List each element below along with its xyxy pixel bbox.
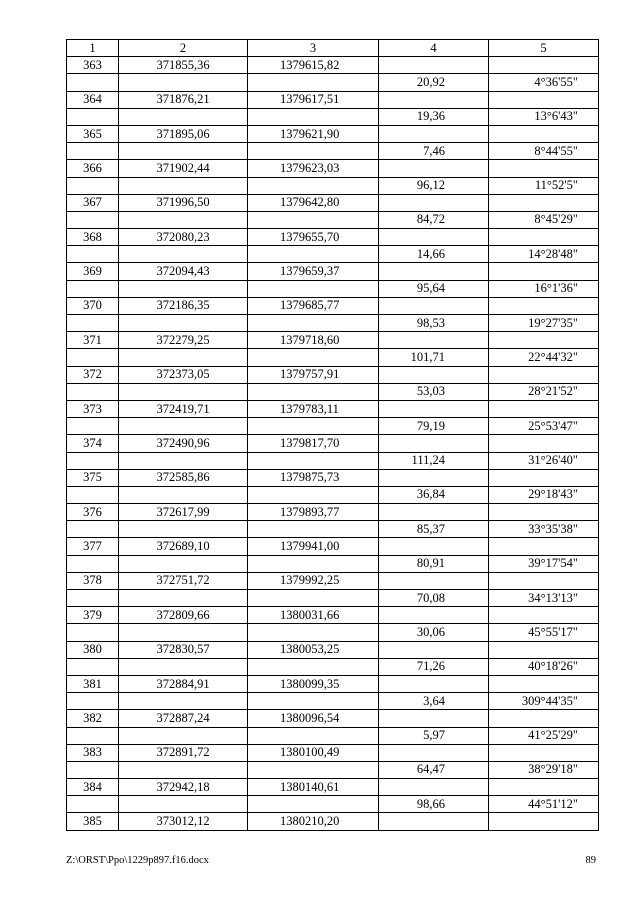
point-number-cell: 375 [67,469,119,486]
distance-cell: 30,06 [379,624,489,641]
empty-cell [379,675,489,692]
distance-cell: 70,08 [379,590,489,607]
empty-cell [489,332,599,349]
empty-cell [119,108,248,125]
table-row-segment [67,108,599,125]
empty-cell [248,108,379,125]
x-coordinate-cell: 371996,50 [119,194,248,211]
table-row-segment [67,486,599,503]
x-coordinate-cell: 371902,44 [119,160,248,177]
empty-cell [248,693,379,710]
table-row-point [67,779,599,796]
empty-cell [489,675,599,692]
empty-cell [67,280,119,297]
empty-cell [67,796,119,813]
table-row-segment [67,590,599,607]
empty-cell [489,710,599,727]
angle-cell: 8°44'55" [489,143,599,160]
y-coordinate-cell: 1379655,70 [248,229,379,246]
point-number-cell: 367 [67,194,119,211]
empty-cell [379,194,489,211]
empty-cell [489,91,599,108]
x-coordinate-cell: 372490,96 [119,435,248,452]
table-row-segment [67,418,599,435]
empty-cell [379,607,489,624]
table-row-point [67,297,599,314]
x-coordinate-cell: 372617,99 [119,504,248,521]
table-row-segment [67,555,599,572]
point-number-cell: 368 [67,229,119,246]
x-coordinate-cell: 373012,12 [119,813,248,830]
empty-cell [67,349,119,366]
angle-cell: 309°44'35" [489,693,599,710]
angle-cell: 45°55'17" [489,624,599,641]
empty-cell [379,57,489,74]
empty-cell [248,624,379,641]
empty-cell [67,555,119,572]
y-coordinate-cell: 1380096,54 [248,710,379,727]
table-row-point [67,91,599,108]
x-coordinate-cell: 371895,06 [119,125,248,142]
angle-cell: 38°29'18" [489,761,599,778]
y-coordinate-cell: 1379817,70 [248,435,379,452]
distance-cell: 3,64 [379,693,489,710]
empty-cell [248,590,379,607]
empty-cell [379,435,489,452]
angle-cell: 4°36'55" [489,74,599,91]
empty-cell [489,400,599,417]
empty-cell [67,486,119,503]
empty-cell [248,658,379,675]
point-number-cell: 382 [67,710,119,727]
empty-cell [67,418,119,435]
empty-cell [67,246,119,263]
empty-cell [489,607,599,624]
point-number-cell: 373 [67,400,119,417]
distance-cell: 111,24 [379,452,489,469]
empty-cell [67,624,119,641]
empty-cell [67,211,119,228]
empty-cell [119,177,248,194]
table-row-point [67,710,599,727]
empty-cell [67,452,119,469]
table-row-segment [67,177,599,194]
table-row-point [67,332,599,349]
point-number-cell: 381 [67,675,119,692]
point-number-cell: 371 [67,332,119,349]
point-number-cell: 384 [67,779,119,796]
distance-cell: 96,12 [379,177,489,194]
column-header-5: 5 [489,40,599,57]
distance-cell: 84,72 [379,211,489,228]
empty-cell [119,486,248,503]
point-number-cell: 376 [67,504,119,521]
x-coordinate-cell: 372373,05 [119,366,248,383]
table-row-segment [67,521,599,538]
empty-cell [489,229,599,246]
empty-cell [119,418,248,435]
table-header-row [67,40,599,57]
empty-cell [489,813,599,830]
empty-cell [489,572,599,589]
y-coordinate-cell: 1379783,11 [248,400,379,417]
table-row-segment [67,658,599,675]
empty-cell [248,74,379,91]
empty-cell [489,538,599,555]
empty-cell [67,177,119,194]
angle-cell: 16°1'36" [489,280,599,297]
point-number-cell: 377 [67,538,119,555]
table-row-point [67,744,599,761]
y-coordinate-cell: 1380053,25 [248,641,379,658]
empty-cell [119,555,248,572]
x-coordinate-cell: 372751,72 [119,572,248,589]
angle-cell: 28°21'52" [489,383,599,400]
y-coordinate-cell: 1379659,37 [248,263,379,280]
table-row-segment [67,761,599,778]
x-coordinate-cell: 372942,18 [119,779,248,796]
empty-cell [248,349,379,366]
point-number-cell: 379 [67,607,119,624]
empty-cell [379,538,489,555]
table-row-segment [67,143,599,160]
x-coordinate-cell: 372585,86 [119,469,248,486]
y-coordinate-cell: 1379642,80 [248,194,379,211]
angle-cell: 40°18'26" [489,658,599,675]
page-number: 89 [585,855,596,866]
empty-cell [379,504,489,521]
empty-cell [119,761,248,778]
table-row-segment [67,624,599,641]
y-coordinate-cell: 1380031,66 [248,607,379,624]
x-coordinate-cell: 372279,25 [119,332,248,349]
empty-cell [248,555,379,572]
empty-cell [67,521,119,538]
coordinates-table [66,39,599,831]
angle-cell: 44°51'12" [489,796,599,813]
table-row-segment [67,693,599,710]
angle-cell: 31°26'40" [489,452,599,469]
angle-cell: 41°25'29" [489,727,599,744]
distance-cell: 20,92 [379,74,489,91]
distance-cell: 5,97 [379,727,489,744]
column-header-4: 4 [379,40,489,57]
table-row-point [67,675,599,692]
empty-cell [489,57,599,74]
empty-cell [489,435,599,452]
empty-cell [119,452,248,469]
x-coordinate-cell: 371855,36 [119,57,248,74]
empty-cell [248,761,379,778]
empty-cell [119,280,248,297]
empty-cell [67,761,119,778]
table-row-segment [67,280,599,297]
point-number-cell: 385 [67,813,119,830]
y-coordinate-cell: 1379617,51 [248,91,379,108]
angle-cell: 33°35'38" [489,521,599,538]
y-coordinate-cell: 1379941,00 [248,538,379,555]
empty-cell [379,469,489,486]
y-coordinate-cell: 1379615,82 [248,57,379,74]
y-coordinate-cell: 1379718,60 [248,332,379,349]
empty-cell [67,143,119,160]
empty-cell [489,504,599,521]
empty-cell [248,452,379,469]
distance-cell: 71,26 [379,658,489,675]
y-coordinate-cell: 1379992,25 [248,572,379,589]
empty-cell [67,590,119,607]
empty-cell [248,246,379,263]
table-row-point [67,607,599,624]
x-coordinate-cell: 372080,23 [119,229,248,246]
empty-cell [379,332,489,349]
y-coordinate-cell: 1379623,03 [248,160,379,177]
empty-cell [379,125,489,142]
empty-cell [379,710,489,727]
distance-cell: 19,36 [379,108,489,125]
table-row-point [67,57,599,74]
empty-cell [248,280,379,297]
point-number-cell: 383 [67,744,119,761]
empty-cell [489,744,599,761]
table-row-point [67,194,599,211]
empty-cell [379,263,489,280]
empty-cell [119,658,248,675]
distance-cell: 80,91 [379,555,489,572]
x-coordinate-cell: 371876,21 [119,91,248,108]
empty-cell [379,641,489,658]
column-header-1: 1 [67,40,119,57]
empty-cell [489,469,599,486]
angle-cell: 19°27'35" [489,315,599,332]
empty-cell [67,315,119,332]
table-row-point [67,229,599,246]
empty-cell [67,383,119,400]
y-coordinate-cell: 1379685,77 [248,297,379,314]
empty-cell [489,194,599,211]
table-row-point [67,504,599,521]
empty-cell [248,143,379,160]
empty-cell [119,349,248,366]
point-number-cell: 365 [67,125,119,142]
y-coordinate-cell: 1379621,90 [248,125,379,142]
table-row-segment [67,383,599,400]
table-body [67,40,599,831]
column-header-2: 2 [119,40,248,57]
empty-cell [379,813,489,830]
empty-cell [119,211,248,228]
empty-cell [379,572,489,589]
empty-cell [489,263,599,280]
angle-cell: 29°18'43" [489,486,599,503]
table-row-point [67,813,599,830]
empty-cell [489,160,599,177]
table-row-point [67,125,599,142]
y-coordinate-cell: 1380210,20 [248,813,379,830]
angle-cell: 34°13'13" [489,590,599,607]
empty-cell [67,108,119,125]
empty-cell [67,74,119,91]
empty-cell [119,796,248,813]
empty-cell [248,796,379,813]
empty-cell [489,366,599,383]
distance-cell: 85,37 [379,521,489,538]
table-row-point [67,572,599,589]
empty-cell [489,779,599,796]
table-row-point [67,400,599,417]
empty-cell [119,590,248,607]
distance-cell: 98,66 [379,796,489,813]
distance-cell: 98,53 [379,315,489,332]
angle-cell: 8°45'29" [489,211,599,228]
table-row-point [67,263,599,280]
distance-cell: 53,03 [379,383,489,400]
empty-cell [119,727,248,744]
point-number-cell: 364 [67,91,119,108]
table-row-segment [67,452,599,469]
footer-file-path: Z:\ORST\Ppo\1229p897.f16.docx [66,855,209,866]
angle-cell: 39°17'54" [489,555,599,572]
empty-cell [119,246,248,263]
table-row-segment [67,727,599,744]
empty-cell [248,486,379,503]
table-row-point [67,469,599,486]
point-number-cell: 363 [67,57,119,74]
empty-cell [489,297,599,314]
empty-cell [248,177,379,194]
table-row-segment [67,349,599,366]
point-number-cell: 370 [67,297,119,314]
table-row-point [67,160,599,177]
empty-cell [119,383,248,400]
y-coordinate-cell: 1379757,91 [248,366,379,383]
distance-cell: 14,66 [379,246,489,263]
table-row-point [67,641,599,658]
empty-cell [119,693,248,710]
angle-cell: 11°52'5" [489,177,599,194]
empty-cell [248,521,379,538]
x-coordinate-cell: 372186,35 [119,297,248,314]
point-number-cell: 378 [67,572,119,589]
y-coordinate-cell: 1380099,35 [248,675,379,692]
distance-cell: 64,47 [379,761,489,778]
empty-cell [248,211,379,228]
empty-cell [248,418,379,435]
empty-cell [67,658,119,675]
x-coordinate-cell: 372094,43 [119,263,248,280]
distance-cell: 95,64 [379,280,489,297]
x-coordinate-cell: 372689,10 [119,538,248,555]
angle-cell: 13°6'43" [489,108,599,125]
empty-cell [379,366,489,383]
y-coordinate-cell: 1380100,49 [248,744,379,761]
table-row-segment [67,211,599,228]
table-row-segment [67,796,599,813]
empty-cell [379,160,489,177]
table-row-point [67,366,599,383]
point-number-cell: 366 [67,160,119,177]
y-coordinate-cell: 1379893,77 [248,504,379,521]
x-coordinate-cell: 372419,71 [119,400,248,417]
point-number-cell: 374 [67,435,119,452]
x-coordinate-cell: 372830,57 [119,641,248,658]
distance-cell: 101,71 [379,349,489,366]
distance-cell: 36,84 [379,486,489,503]
empty-cell [379,297,489,314]
distance-cell: 79,19 [379,418,489,435]
empty-cell [379,91,489,108]
empty-cell [119,521,248,538]
empty-cell [248,315,379,332]
empty-cell [379,400,489,417]
empty-cell [489,641,599,658]
empty-cell [119,315,248,332]
point-number-cell: 380 [67,641,119,658]
point-number-cell: 372 [67,366,119,383]
table-row-point [67,435,599,452]
empty-cell [489,125,599,142]
empty-cell [67,693,119,710]
empty-cell [119,74,248,91]
angle-cell: 25°53'47" [489,418,599,435]
y-coordinate-cell: 1380140,61 [248,779,379,796]
x-coordinate-cell: 372809,66 [119,607,248,624]
angle-cell: 14°28'48" [489,246,599,263]
empty-cell [379,779,489,796]
empty-cell [119,624,248,641]
x-coordinate-cell: 372884,91 [119,675,248,692]
empty-cell [67,727,119,744]
x-coordinate-cell: 372891,72 [119,744,248,761]
table-row-point [67,538,599,555]
empty-cell [119,143,248,160]
empty-cell [379,229,489,246]
table-row-segment [67,246,599,263]
distance-cell: 7,46 [379,143,489,160]
table-row-segment [67,315,599,332]
angle-cell: 22°44'32" [489,349,599,366]
empty-cell [248,383,379,400]
x-coordinate-cell: 372887,24 [119,710,248,727]
empty-cell [248,727,379,744]
empty-cell [379,744,489,761]
table-row-segment [67,74,599,91]
y-coordinate-cell: 1379875,73 [248,469,379,486]
point-number-cell: 369 [67,263,119,280]
column-header-3: 3 [248,40,379,57]
